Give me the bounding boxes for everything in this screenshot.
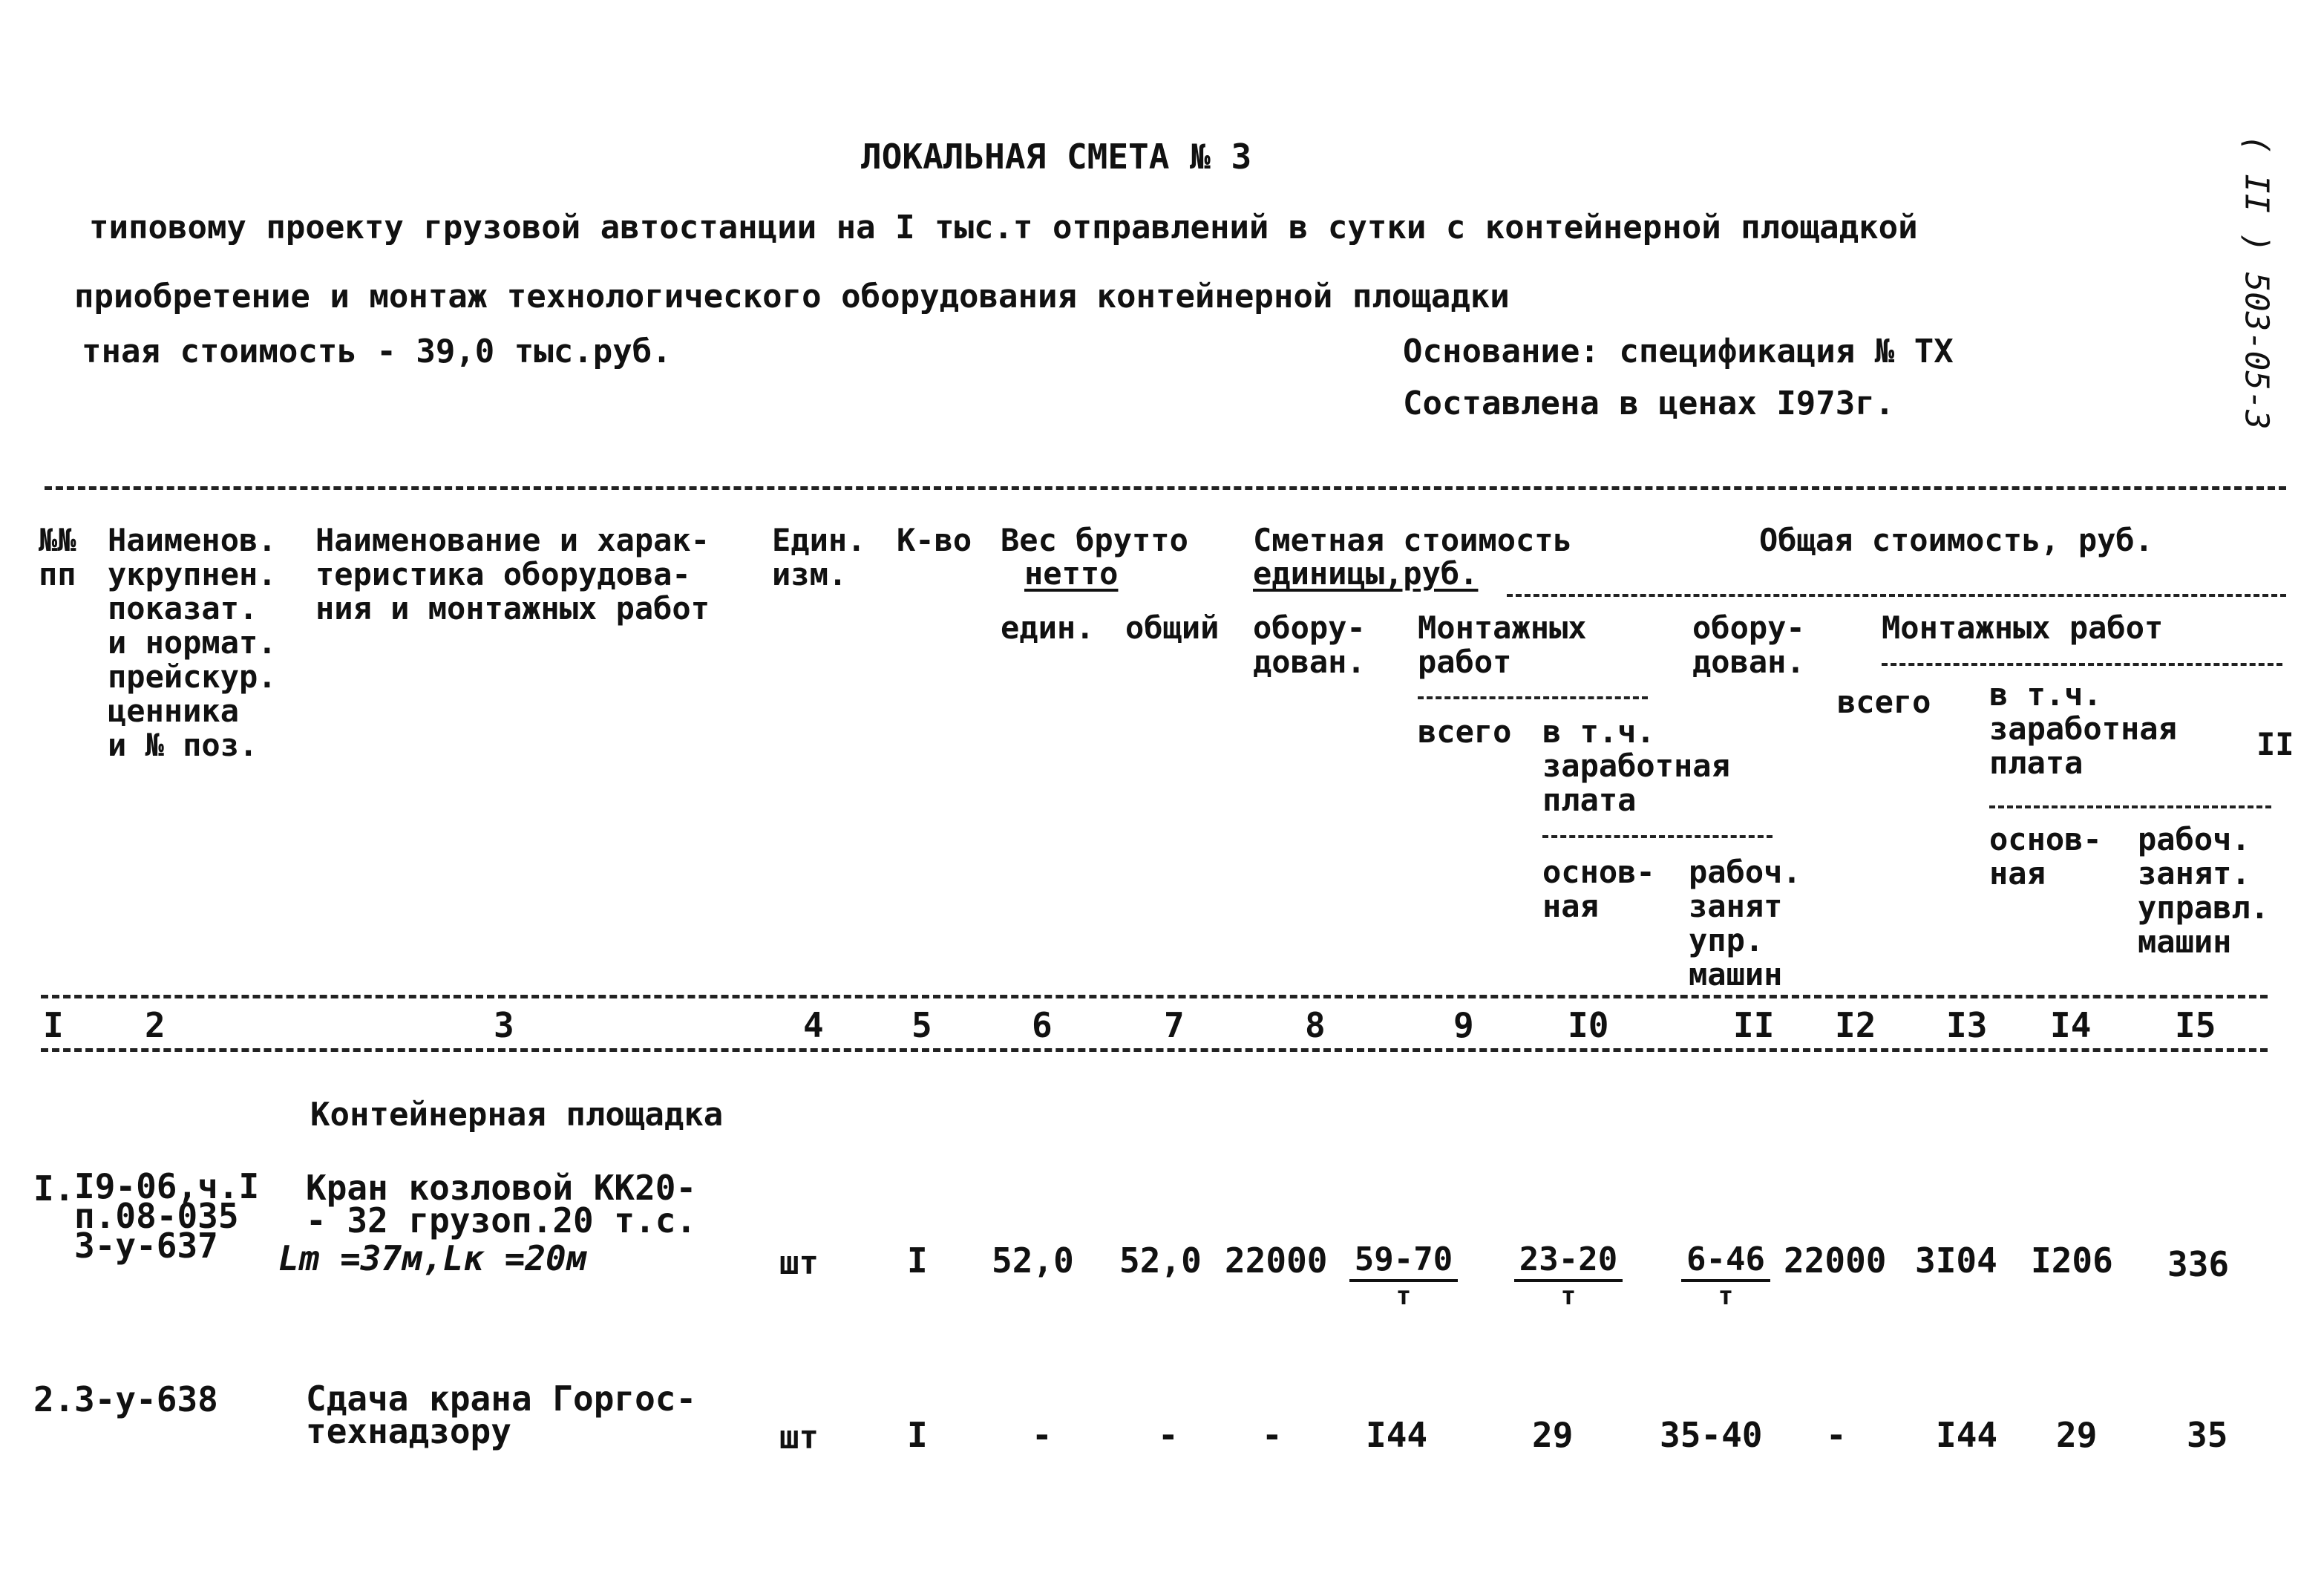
- row-1-name-extra: Lm =37м,Lк =20м: [278, 1238, 587, 1278]
- col-header-1: №№ пп: [39, 522, 76, 592]
- row-1-mount-total-value: 59-70: [1349, 1243, 1458, 1282]
- page-title: ЛОКАЛЬНАЯ СМЕТА № 3: [861, 137, 1252, 177]
- row-2-weight-unit: -: [1032, 1415, 1053, 1455]
- row-2-mount-base: 29: [1532, 1415, 1574, 1455]
- col-number-11: II: [1733, 1005, 1775, 1045]
- col-header-6: един.: [1001, 609, 1095, 646]
- col-number-12: I2: [1835, 1005, 1876, 1045]
- col-number-2: 2: [145, 1005, 166, 1045]
- col-header-9-group: Монтажных работ: [1418, 609, 1587, 680]
- col-header-12: обору- дован.: [1692, 609, 1805, 680]
- row-2-mount-mach: 35-40: [1660, 1415, 1763, 1455]
- col-header-weight-mid: нетто: [1024, 555, 1119, 592]
- col-header-smeta-mid: единицы,руб.: [1253, 555, 1479, 592]
- col-number-6: 6: [1032, 1005, 1053, 1045]
- header-bottom-rule: [41, 995, 2268, 998]
- row-2-name: Сдача крана Горгос- технадзору: [306, 1379, 697, 1451]
- row-1-mach-sum: 336: [2167, 1244, 2230, 1284]
- row-1-mount-base-mark: т: [1560, 1281, 1577, 1311]
- row-2-base-sum: 29: [2056, 1415, 2098, 1455]
- row-1-mount-total: [1349, 1240, 1458, 1311]
- rule-total-top: [1507, 594, 2286, 597]
- side-document-code: [2234, 111, 2279, 453]
- col-number-14: I4: [2050, 1005, 2092, 1045]
- row-2-num: 2.: [33, 1379, 75, 1419]
- row-1-mount-mach-mark: т: [1718, 1281, 1734, 1311]
- row-1-num: I.: [33, 1168, 75, 1209]
- col-header-3: Наименование и харак- теристика оборудова- ния и монтажных работ: [315, 522, 710, 627]
- row-2-mach-sum: 35: [2187, 1415, 2228, 1455]
- section-title: Контейнерная площадка: [310, 1096, 724, 1134]
- row-1-equip-unit: 22000: [1225, 1240, 1328, 1281]
- col-header-8: обору- дован.: [1253, 609, 1366, 680]
- column-numbers-rule: [41, 1048, 2268, 1052]
- col-number-4: 4: [803, 1005, 824, 1045]
- col-number-15: I5: [2175, 1005, 2216, 1045]
- row-1-mount-base: [1514, 1240, 1623, 1311]
- row-2-unit: шт: [779, 1419, 819, 1457]
- col-header-smeta-top: Сметная стоимость: [1253, 522, 1572, 558]
- row-1-weight-total: 52,0: [1119, 1240, 1202, 1281]
- header-line-project: типовому проекту грузовой автостанции на I тыс.т отправлений в сутки с контейнерной площадкой: [89, 209, 1918, 246]
- col-header-15: рабоч. занят. управл. машин: [2138, 821, 2270, 960]
- col-number-9: 9: [1453, 1005, 1474, 1045]
- col-header-9: всего: [1418, 713, 1512, 750]
- row-1-mount-base-value: 23-20: [1514, 1243, 1623, 1282]
- col-header-11: рабоч. занят упр. машин: [1689, 854, 1801, 993]
- row-1-unit: шт: [779, 1244, 819, 1282]
- row-1-name: Кран козловой КК20- - 32 грузоп.20 т.с.: [306, 1168, 697, 1240]
- side-code-text: ( II ) 503-05-3: [2237, 134, 2276, 430]
- row-2-qty: I: [907, 1415, 928, 1455]
- col-number-10: I0: [1568, 1005, 1609, 1045]
- row-2-equip-sum: -: [1826, 1415, 1847, 1455]
- row-2-code: 3-у-638: [74, 1379, 218, 1419]
- row-1-mount-total-mark: т: [1395, 1281, 1412, 1311]
- row-1-mount-mach: [1681, 1240, 1770, 1311]
- row-1-weight-unit: 52,0: [992, 1240, 1074, 1281]
- col-number-1: I: [43, 1005, 64, 1045]
- col-header-14: основ- ная: [1989, 821, 2102, 892]
- col-header-14-group: в т.ч. заработная плата: [1989, 676, 2177, 781]
- col-header-mark-ii: II: [2256, 726, 2294, 762]
- row-1-equip-sum: 22000: [1784, 1240, 1887, 1281]
- row-1-base-sum: I206: [2031, 1240, 2113, 1281]
- rule-9-group: [1418, 696, 1648, 699]
- table-top-rule: [45, 486, 2286, 490]
- col-number-5: 5: [911, 1005, 932, 1045]
- row-1-qty: I: [907, 1240, 928, 1281]
- col-header-10: основ- ная: [1542, 854, 1655, 924]
- col-header-4: Един. изм.: [772, 522, 866, 592]
- rule-14-group: [1989, 805, 2271, 808]
- col-header-total-top: Общая стоимость, руб.: [1759, 522, 2154, 558]
- header-line-prices: Составлена в ценах I973г.: [1403, 385, 1895, 422]
- row-2-mount-total: I44: [1366, 1415, 1428, 1455]
- row-1-code: I9-06,ч.I п.08-035 3-у-637: [74, 1166, 260, 1266]
- col-number-13: I3: [1946, 1005, 1988, 1045]
- col-header-13-group: Монтажных работ: [1882, 609, 2164, 646]
- row-2-equip-unit: -: [1262, 1415, 1283, 1455]
- col-number-7: 7: [1164, 1005, 1185, 1045]
- header-line-purpose: приобретение и монтаж технологического оборудования контейнерной площадки: [74, 278, 1510, 316]
- col-header-10-group: в т.ч. заработная плата: [1542, 713, 1730, 818]
- row-2-mount-sum: I44: [1936, 1415, 1998, 1455]
- col-header-weight-top: Вес брутто: [1001, 522, 1188, 558]
- rule-13-group: [1882, 663, 2282, 666]
- rule-10-group: [1542, 835, 1773, 838]
- row-1-mount-sum: 3I04: [1915, 1240, 1997, 1281]
- col-number-3: 3: [494, 1005, 514, 1045]
- col-header-5: К-во: [897, 522, 972, 558]
- col-header-7: общий: [1125, 609, 1220, 646]
- header-line-basis: Основание: спецификация № ТХ: [1403, 333, 1954, 370]
- header-line-cost: тная стоимость - 39,0 тыс.руб.: [82, 333, 672, 370]
- col-header-13: всего: [1837, 684, 1931, 720]
- col-header-2: Наименов. укрупнен. показат. и нормат. прейскур. ценника и № поз.: [108, 522, 277, 763]
- row-1-mount-mach-value: 6-46: [1681, 1243, 1770, 1282]
- row-2-weight-total: -: [1158, 1415, 1179, 1455]
- col-number-8: 8: [1305, 1005, 1326, 1045]
